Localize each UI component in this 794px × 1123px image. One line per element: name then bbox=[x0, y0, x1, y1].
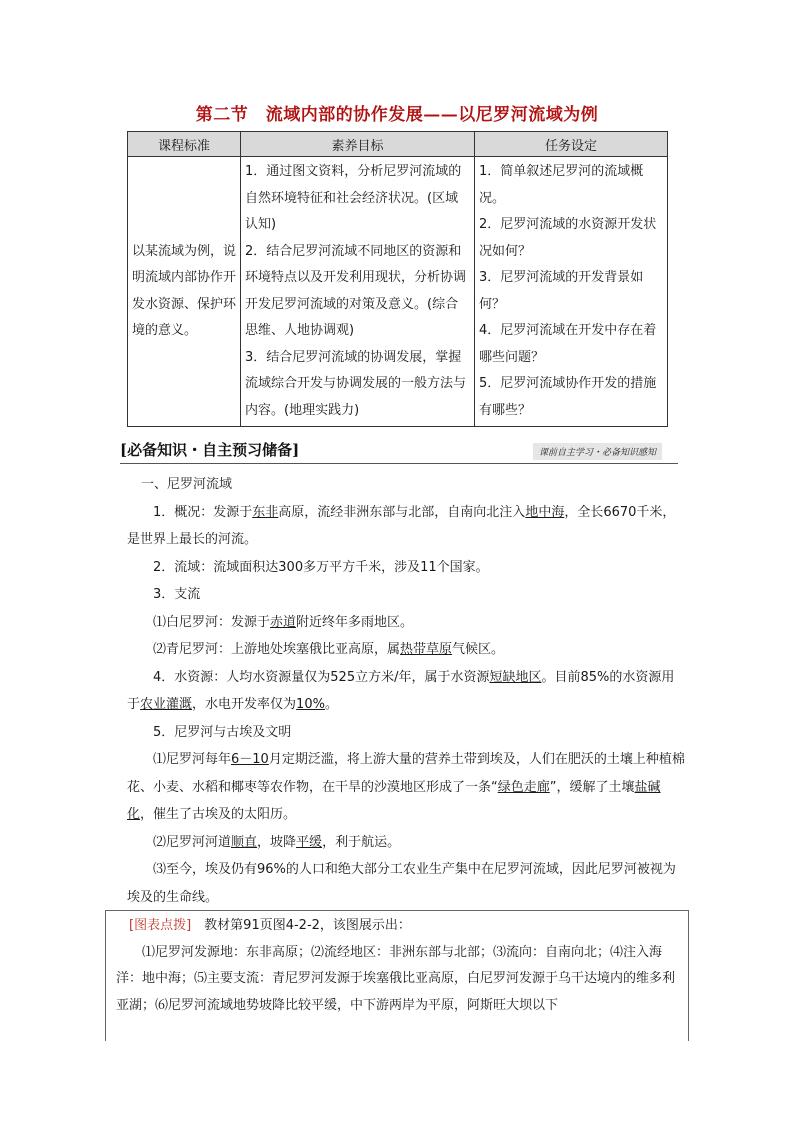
figure-tip-intro bbox=[116, 913, 682, 940]
text-run: 附近终年多雨地区。 bbox=[296, 614, 414, 630]
underlined-term: 农业灌溉 bbox=[140, 697, 193, 712]
underlined-term: 平缓 bbox=[296, 834, 323, 850]
curriculum-standard-cell bbox=[128, 157, 241, 427]
goal-item: 3．结合尼罗河流域的协调发展，掌握流域综合开发与协调发展的一般方法与内容。(地理实践力) bbox=[245, 349, 467, 418]
paragraph-white-nile bbox=[127, 609, 685, 637]
text-run: ，催生了古埃及的太阳历。 bbox=[140, 807, 297, 822]
task-settings-cell bbox=[475, 157, 668, 427]
figure-tip-tag: [图表点拨] bbox=[129, 918, 192, 933]
task-item: 2．尼罗河流域的水资源开发状况如何？ bbox=[479, 217, 657, 259]
section-header bbox=[120, 437, 678, 464]
section-tag: 课前自主学习・必备知识感知 bbox=[533, 443, 662, 460]
task-item: 3．尼罗河流域的开发背景如何？ bbox=[479, 270, 644, 312]
text-run: ，利于航运。 bbox=[322, 834, 401, 850]
heading-nile-basin: 一、尼罗河流域 bbox=[141, 477, 233, 492]
underlined-term: 赤道 bbox=[270, 614, 297, 630]
goal-item: 1．通过图文资料，分析尼罗河流域的自然环境特征和社会经济状况。(区域认知) bbox=[245, 164, 462, 232]
paragraph-civilization: 5．尼罗河与古埃及文明 bbox=[153, 724, 292, 740]
table-header: 课程标准 bbox=[128, 132, 241, 157]
underlined-term: 短缺地区 bbox=[489, 669, 542, 685]
figure-tip-content bbox=[116, 913, 682, 1019]
underlined-term: 热带草原 bbox=[400, 642, 453, 657]
table-row bbox=[128, 157, 668, 427]
text-run: ⑵青尼罗河：上游地处埃塞俄比亚高原，属 bbox=[153, 642, 401, 657]
paragraph-overview bbox=[127, 499, 685, 554]
curriculum-table bbox=[127, 131, 668, 427]
text-run: ⑴尼罗河每年 bbox=[153, 752, 232, 767]
paragraph-tributaries: 3．支流 bbox=[153, 587, 201, 602]
table-header: 任务设定 bbox=[475, 132, 668, 157]
paragraph-lifeline: ⑶至今，埃及仍有96%的人口和绝大部分工农业生产集中在尼罗河流域，因此尼罗河被视为埃及的生命线。 bbox=[127, 862, 676, 905]
knowledge-content bbox=[127, 471, 685, 911]
paragraph-water-resources bbox=[127, 664, 685, 719]
page-title: 第二节 流域内部的协作发展——以尼罗河流域为例 bbox=[195, 105, 599, 125]
task-item: 5．尼罗河流域协作开发的措施有哪些？ bbox=[479, 376, 657, 418]
text-run: ⑴白尼罗河：发源于 bbox=[153, 614, 271, 630]
underlined-term: 6－10 bbox=[231, 752, 269, 767]
underlined-term: 10% bbox=[296, 697, 325, 712]
text-run: ⑵尼罗河河道 bbox=[153, 834, 232, 850]
table-header: 素养目标 bbox=[241, 132, 475, 157]
curriculum-standard-text: 以某流域为例，说明流域内部协作开发水资源、保护环境的意义。 bbox=[132, 243, 237, 338]
paragraph-basin: 2．流域：流域面积达300多万平方千米，涉及11个国家。 bbox=[153, 559, 489, 575]
underlined-term: 顺直 bbox=[231, 834, 258, 850]
text-run: 月定期泛滥，将上游大量的营养土带到埃及，人们在肥沃的土壤上种植棉花、小麦、水稻和椰枣等农作物，在干旱的沙漠地区形成了一条“ bbox=[127, 752, 685, 795]
figure-tip-box bbox=[105, 910, 689, 1041]
text-run: ”，缓解了土壤 bbox=[549, 779, 635, 795]
underlined-term: 盐碱化 bbox=[127, 779, 661, 822]
paragraph-flooding bbox=[127, 746, 685, 829]
task-item: 4．尼罗河流域在开发中存在着哪些问题？ bbox=[479, 323, 657, 365]
task-item: 1．简单叙述尼罗河的流域概况。 bbox=[479, 164, 644, 206]
underlined-term: 绿色走廊 bbox=[497, 779, 550, 795]
table-header-row bbox=[128, 132, 668, 157]
text-run: 。目前85%的水资源用于 bbox=[127, 669, 675, 712]
text-run: 4．水资源：人均水资源量仅为525立方米/年，属于水资源 bbox=[153, 669, 490, 685]
text-run: 高原，流经非洲东部与北部，自南向北注入 bbox=[278, 504, 526, 520]
text-run: ，坡降 bbox=[257, 834, 297, 850]
paragraph-channel bbox=[127, 829, 685, 857]
text-run: 气候区。 bbox=[452, 642, 505, 657]
paragraph-blue-nile bbox=[127, 636, 685, 664]
literacy-goals-cell bbox=[241, 157, 475, 427]
section-title: [必备知识・自主预习储备] bbox=[120, 441, 300, 459]
underlined-term: 地中海 bbox=[525, 504, 565, 520]
text-run: ，水电开发率仅为 bbox=[192, 697, 297, 712]
text-run: 1．概况：发源于 bbox=[153, 504, 253, 520]
text-run: ，全长6670千米，是世界上最长的河流。 bbox=[127, 504, 676, 547]
text-run: 教材第91页图4-2-2，该图展示出： bbox=[191, 918, 411, 933]
underlined-term: 东非 bbox=[252, 504, 279, 520]
figure-tip-text: ⑴尼罗河发源地：东非高原；⑵流经地区：非洲东部与北部；⑶流向：自南向北；⑷注入海洋：地中海；⑸主要支流：青尼罗河发源于埃塞俄比亚高原，白尼罗河发源于乌干达境内的维多利亚湖；⑹尼罗河流域地势坡降比较平缓，中下游两岸为平原，阿斯旺大坝以下 bbox=[116, 944, 676, 1013]
text-run: 。 bbox=[324, 697, 338, 712]
goal-item: 2．结合尼罗河流域不同地区的资源和环境特点以及开发利用现状，分析协调开发尼罗河流域的对策及意义。(综合思维、人地协调观) bbox=[245, 243, 467, 338]
